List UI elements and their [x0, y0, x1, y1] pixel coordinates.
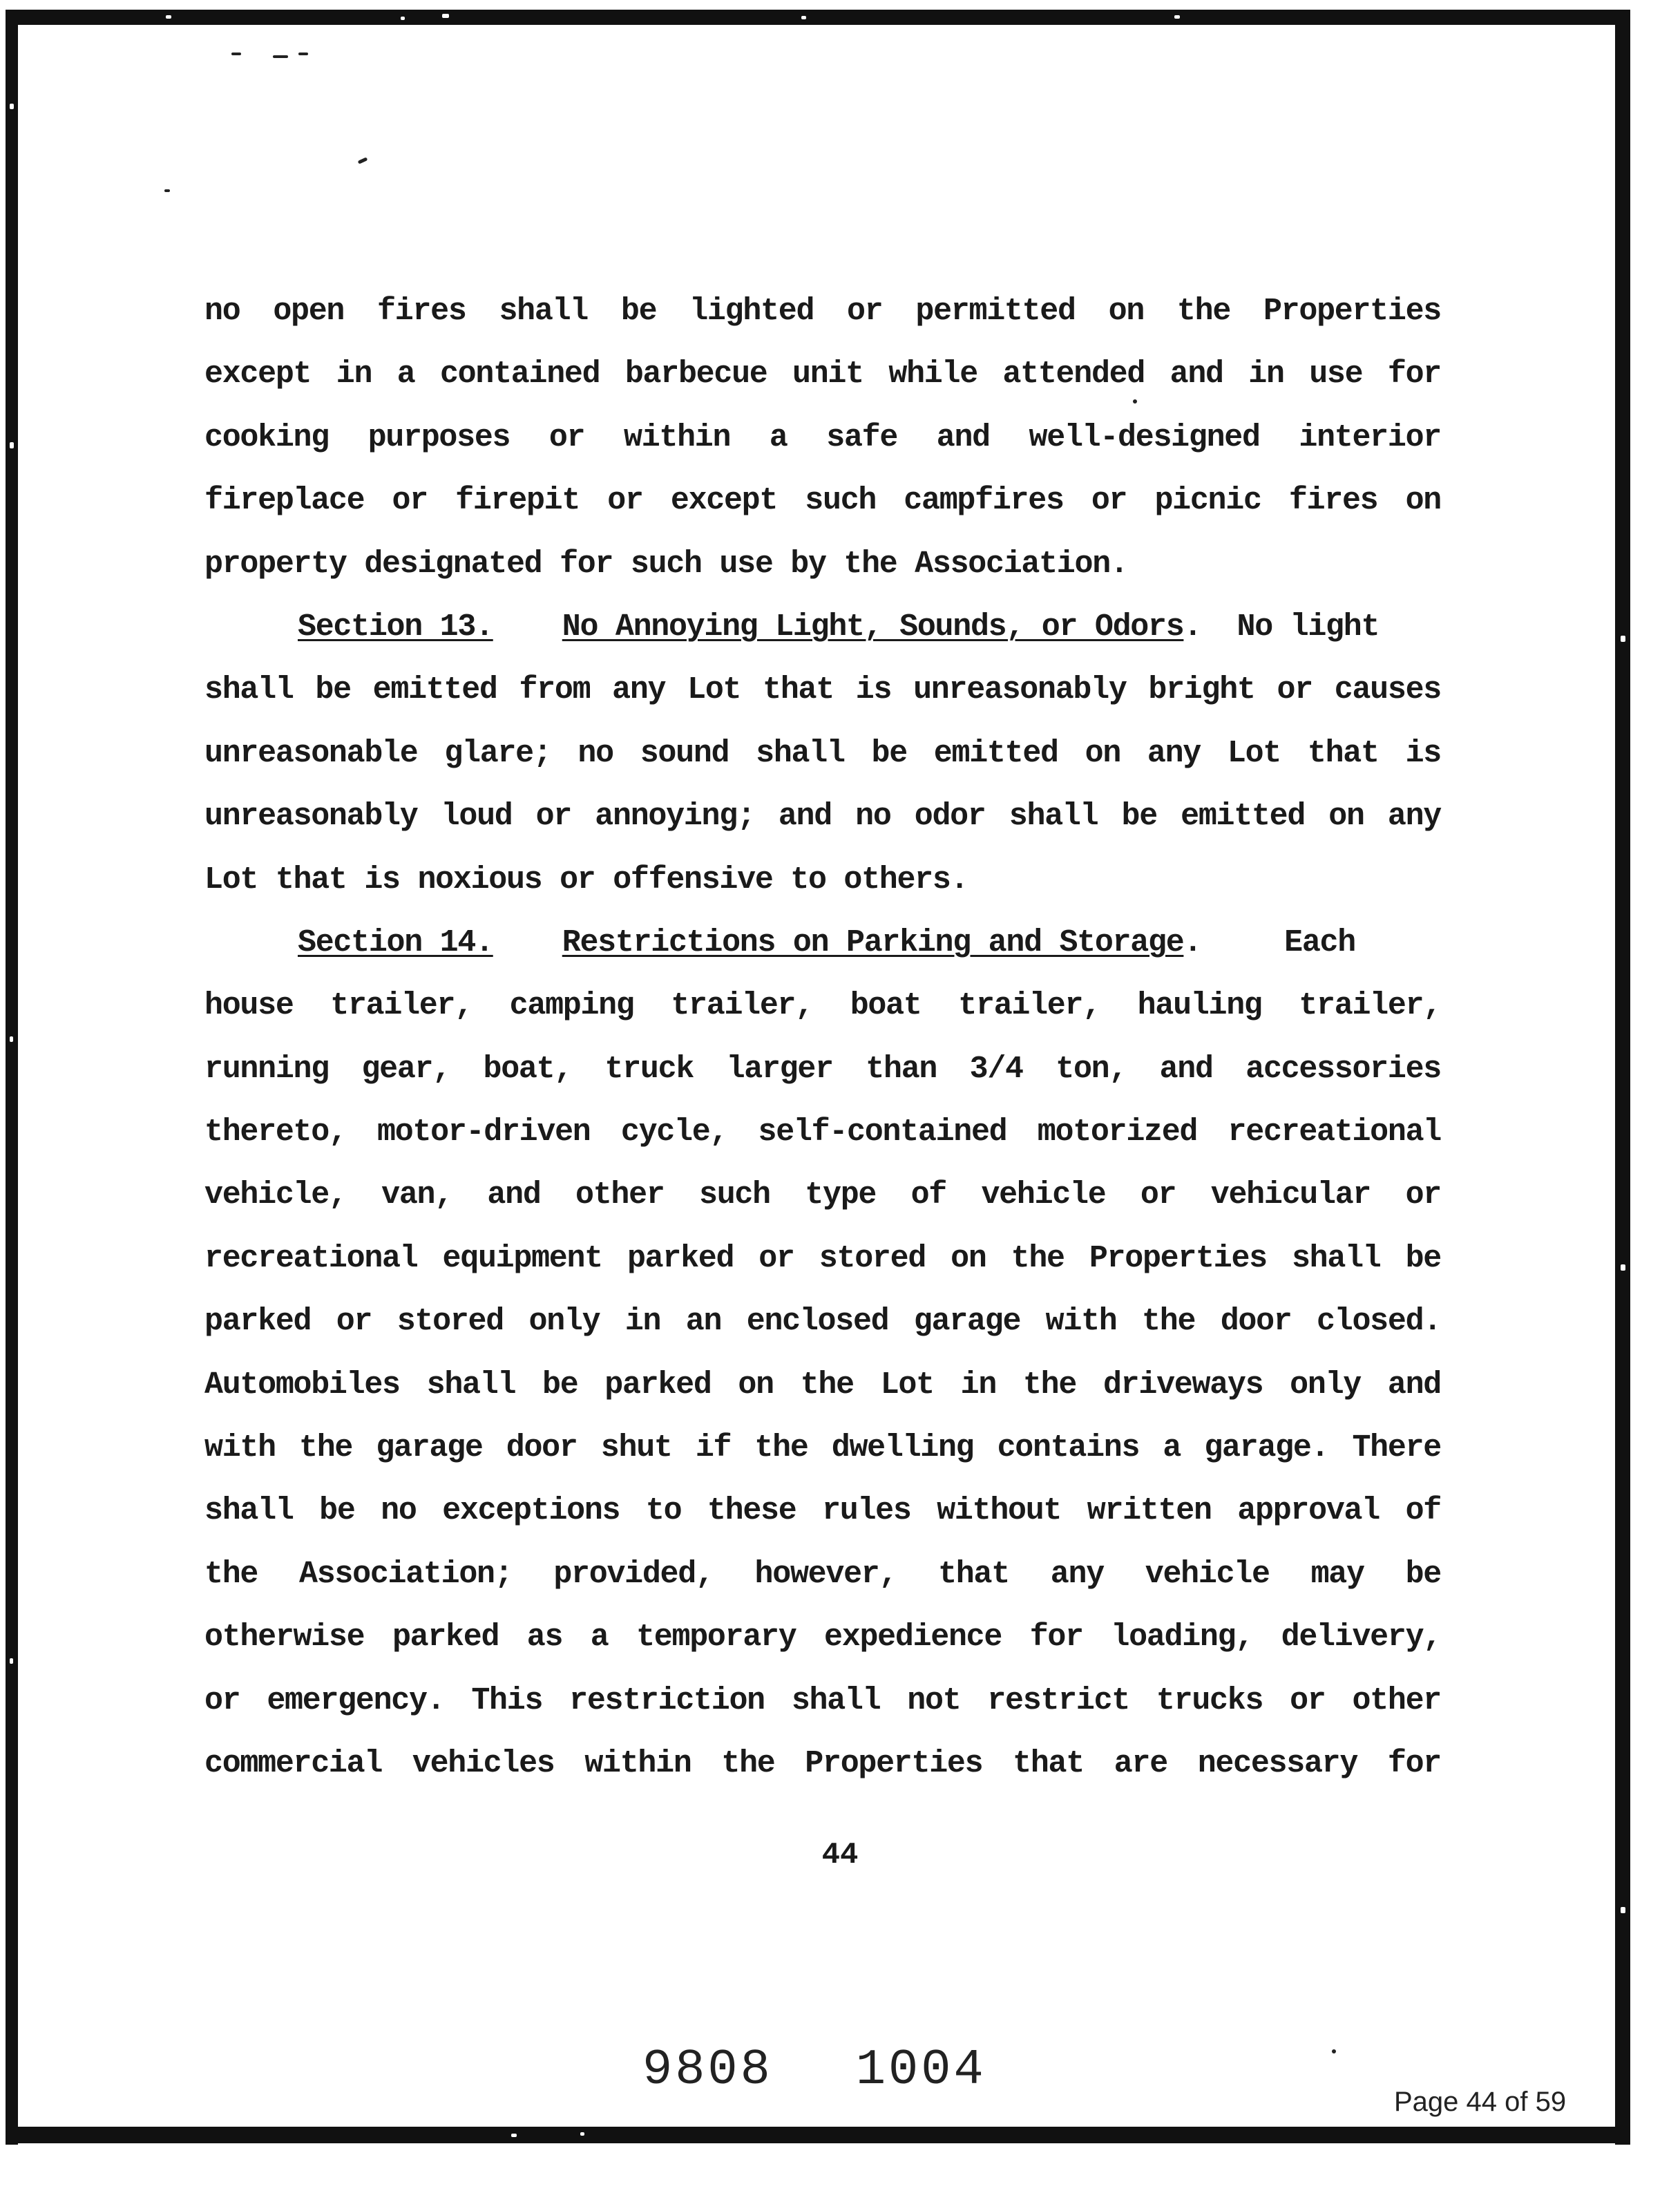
scan-mark [273, 55, 288, 58]
section-13-heading-line: Section 13. No Annoying Light, Sounds, or Odors. No light [298, 609, 1380, 645]
text-line: Automobiles shall be parked on the Lot in the driveways only and [204, 1367, 1441, 1403]
section-13-heading: No Annoying Light, Sounds, or Odors [562, 609, 1184, 645]
scan-speck [511, 2134, 517, 2137]
scan-border-right [1615, 10, 1630, 2145]
scan-mark [1332, 2049, 1336, 2053]
text-line: otherwise parked as a temporary expedience for loading, delivery, [204, 1620, 1441, 1655]
text-line: the Association; provided, however, that any vehicle may be [204, 1556, 1441, 1592]
scan-border-left [6, 10, 18, 2145]
section-14-heading: Restrictions on Parking and Storage [562, 924, 1184, 960]
section-14 [204, 911, 1441, 1795]
text-line: with the garage door shut if the dwelling contains a garage. There [204, 1430, 1441, 1466]
text-line: cooking purposes or within a safe and well-designed interior [204, 419, 1441, 455]
text-line: unreasonably loud or annoying; and no odor shall be emitted on any [204, 799, 1441, 835]
scan-mark [358, 157, 368, 164]
scan-speck [10, 1036, 13, 1042]
paragraph-open-fires [204, 280, 1441, 596]
section-14-label: Section 14. [298, 924, 493, 960]
section-13 [204, 596, 1441, 911]
scan-mark [231, 53, 241, 55]
section-14-heading-line: Section 14. Restrictions on Parking and Storage. Each [298, 924, 1355, 960]
recording-stamp [642, 2042, 986, 2098]
scan-speck [1621, 1907, 1625, 1913]
scan-speck [1174, 15, 1180, 19]
text-line: except in a contained barbecue unit while attended and in use for [204, 357, 1441, 392]
scan-border-top [7, 10, 1630, 25]
scan-speck [10, 442, 14, 448]
text-line: house trailer, camping trailer, boat trailer, hauling trailer, [204, 988, 1441, 1024]
scan-speck [801, 16, 806, 19]
page-of-indicator: Page 44 of 59 [1394, 2087, 1567, 2117]
text-line: fireplace or firepit or except such campfires or picnic fires on [204, 483, 1441, 519]
scan-border-bottom [6, 2127, 1630, 2143]
scan-mark [164, 189, 170, 192]
text-line: Lot that is noxious or offensive to others. [204, 862, 968, 898]
text-line: property designated for such use by the Association. [204, 546, 1128, 582]
scan-speck [1621, 1264, 1625, 1271]
scan-speck [10, 104, 14, 109]
section-13-first-line-rest: No light [1237, 609, 1380, 645]
scan-speck [1621, 636, 1625, 642]
document-body [204, 280, 1441, 1795]
text-line: commercial vehicles within the Properties that are necessary for [204, 1745, 1441, 1781]
text-line: shall be no exceptions to these rules without written approval of [204, 1493, 1441, 1529]
text-line: parked or stored only in an enclosed garage with the door closed. [204, 1304, 1441, 1340]
text-line: vehicle, van, and other such type of vehicle or vehicular or [204, 1177, 1441, 1213]
text-line: unreasonable glare; no sound shall be emitted on any Lot that is [204, 735, 1441, 771]
scan-speck [442, 14, 449, 18]
text-line: or emergency. This restriction shall not restrict trucks or other [204, 1682, 1441, 1718]
text-line: shall be emitted from any Lot that is unreasonably bright or causes [204, 672, 1441, 708]
scan-speck [10, 1658, 13, 1664]
text-line: thereto, motor-driven cycle, self-contained motorized recreational [204, 1114, 1441, 1150]
section-13-label: Section 13. [298, 609, 493, 645]
scan-speck [580, 2132, 584, 2136]
stamp-book-number: 9808 [642, 2042, 773, 2098]
text-line: running gear, boat, truck larger than 3/4 ton, and accessories [204, 1051, 1441, 1087]
text-line: recreational equipment parked or stored on the Properties shall be [204, 1240, 1441, 1276]
page-number: 44 [821, 1838, 859, 1872]
text-line: no open fires shall be lighted or permitted on the Properties [204, 294, 1441, 329]
stamp-page-number: 1004 [855, 2042, 986, 2098]
scan-speck [401, 17, 405, 20]
section-14-first-line-rest: Each [1284, 924, 1355, 960]
scan-mark [298, 53, 308, 55]
scan-speck [166, 15, 171, 19]
